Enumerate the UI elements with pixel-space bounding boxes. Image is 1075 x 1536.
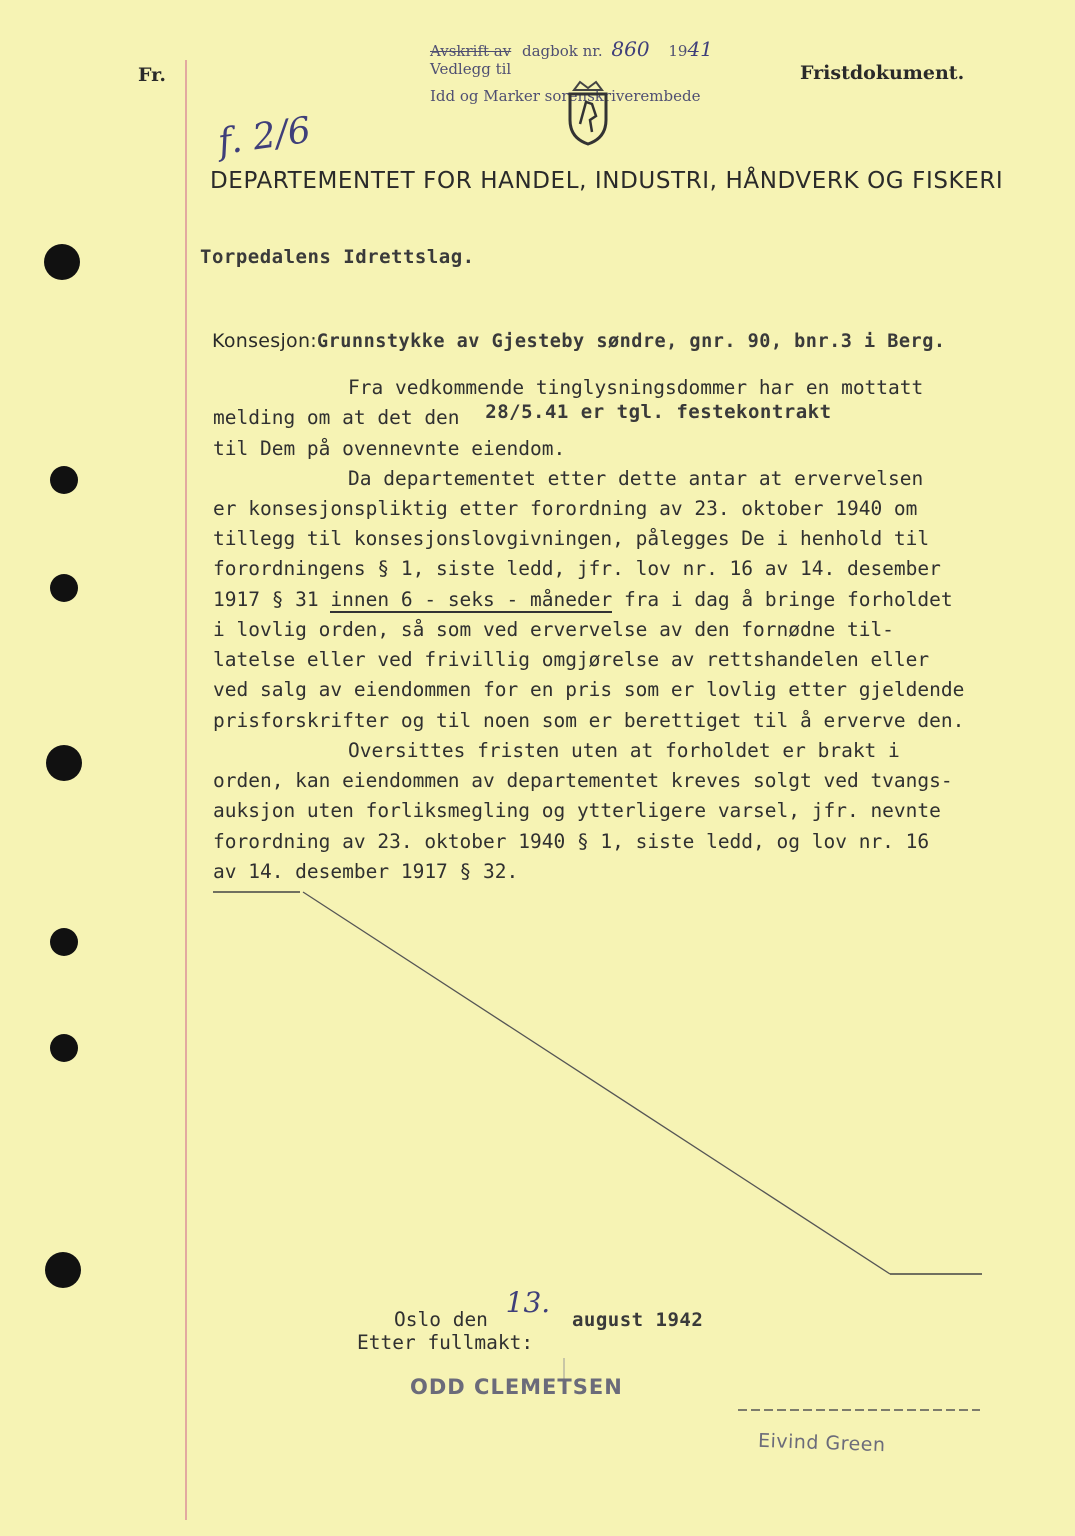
- stamp-year-prefix: 19: [668, 42, 688, 60]
- body-line: orden, kan eiendommen av departementet kreves solgt ved tvangs-: [213, 769, 953, 792]
- body-line: prisforskrifter og til noen som er berettiget til å erverve den.: [213, 709, 965, 732]
- body-line: Oversittes fristen uten at forholdet er brakt i: [348, 739, 900, 762]
- stamp-struck-text: Avskrift av: [430, 42, 512, 60]
- handwritten-day: 13.: [505, 1286, 551, 1319]
- fr-mark: Fr.: [138, 64, 167, 86]
- department-heading: DEPARTEMENTET FOR HANDEL, INDUSTRI, HÅNDVERK OG FISKERI: [210, 168, 1004, 194]
- closing-date-line: [394, 1286, 704, 1333]
- stamp-year-suffix: 41: [687, 37, 713, 61]
- signature-stamp-eivind-green: Eivind Green: [757, 1429, 886, 1457]
- place-label: Oslo den: [394, 1308, 488, 1331]
- konsesjon-label: Konsesjon:: [212, 330, 318, 352]
- authority-line: Etter fullmakt:: [357, 1331, 534, 1354]
- body-line: tillegg til konsesjonslovgivningen, pålegges De i henhold til: [213, 527, 930, 550]
- body-line: av 14. desember 1917 § 32.: [213, 860, 519, 883]
- body-line: auksjon uten forliksmegling og ytterligere varsel, jfr. nevnte: [213, 799, 941, 822]
- konsesjon-value: Grunnstykke av Gjesteby søndre, gnr. 90, bnr.3 i Berg.: [317, 331, 946, 352]
- handwritten-reference: f. 2/6: [215, 109, 314, 164]
- stamp-dagbok-label: dagbok nr.: [522, 42, 603, 60]
- stamp-line-3: Idd og Marker sorenskriverembede: [430, 87, 701, 105]
- stamp-line-2: Vedlegg til: [430, 60, 512, 78]
- body-line: Fra vedkommende tinglysningsdommer har en mottatt: [348, 376, 924, 399]
- body-line: forordning av 23. oktober 1940 § 1, siste ledd, og lov nr. 16: [213, 830, 930, 853]
- body-line-text: fra i dag å bringe forholdet: [623, 588, 953, 611]
- body-line: til Dem på ovennevnte eiendom.: [213, 437, 566, 460]
- body-line: Da departementet etter dette antar at ervervelsen: [348, 467, 924, 490]
- body-line: ved salg av eiendommen for en pris som er lovlig etter gjeldende: [213, 678, 965, 701]
- body-line: er konsesjonspliktig etter forordning av 23. oktober 1940 om: [213, 497, 918, 520]
- underlined-deadline: innen 6 - seks - måneder: [330, 588, 613, 611]
- addressee: Torpedalens Idrettslag.: [200, 246, 475, 268]
- body-line: i lovlig orden, så som ved ervervelse av den fornødne til-: [213, 618, 894, 641]
- signature-stamp-odd-clemetsen: ODD CLEMETSEN: [410, 1375, 623, 1399]
- body-line: forordningens § 1, siste ledd, jfr. lov nr. 16 av 14. desember: [213, 557, 941, 580]
- month-year: august 1942: [571, 1309, 704, 1331]
- body-line-text: 1917 § 31: [213, 588, 319, 611]
- dagbok-number: 860: [611, 37, 650, 61]
- fristdokument-label: Fristdokument.: [800, 62, 965, 84]
- body-line-text: melding om at det den: [213, 406, 460, 429]
- typed-insert: 28/5.41 er tgl. festekontrakt: [485, 401, 832, 423]
- body-line: latelse eller ved frivillig omgjørelse av rettshandelen eller: [213, 648, 930, 671]
